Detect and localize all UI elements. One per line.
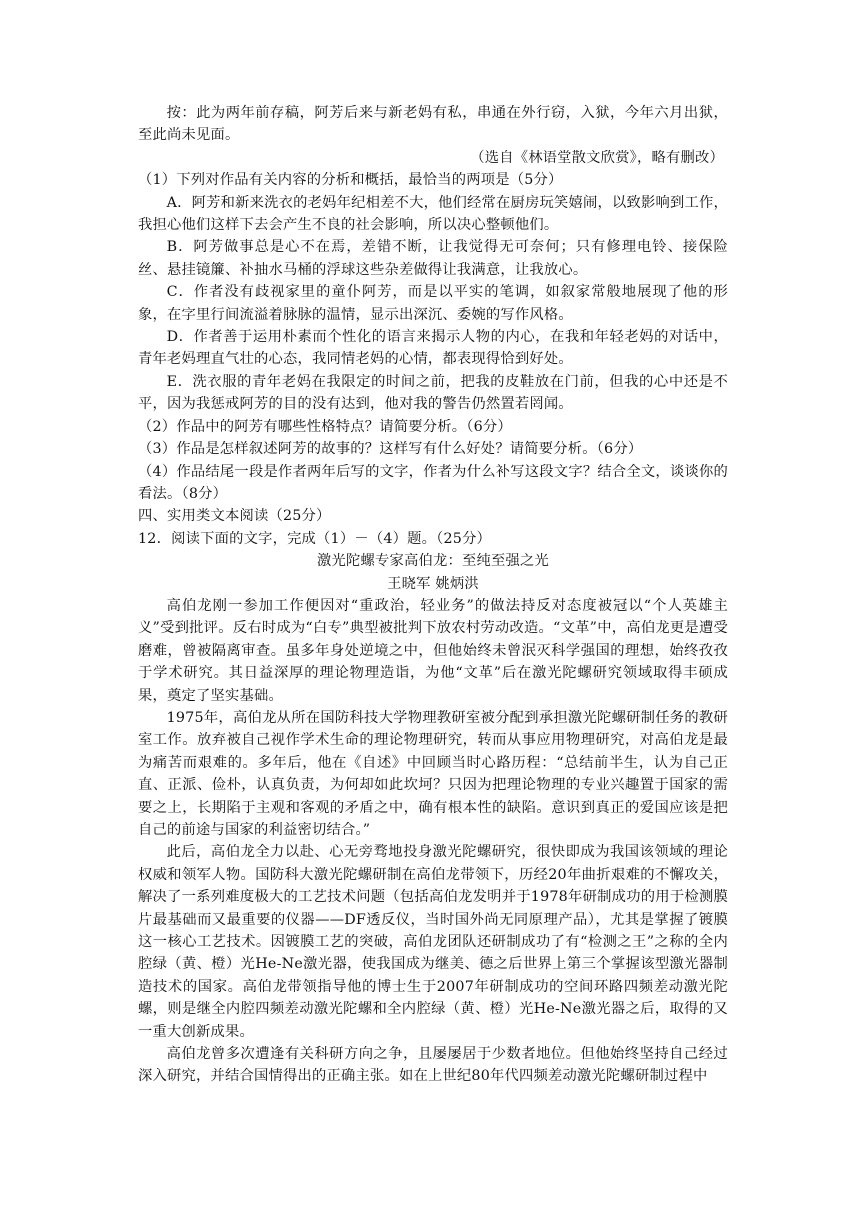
section-heading: 四、实用类文本阅读（25分） <box>138 508 331 525</box>
option-b: B．阿芳做事总是心不在焉，差错不断，让我觉得无可奈何；只有修理电铃、接保险丝、悬挂镜簾、补抽水马桶的浮球这些杂差做得让我满意，让我放心。 <box>138 239 728 278</box>
option-c: C．作者没有歧视家里的童仆阿芳，而是以平实的笔调，如叙家常般地展现了他的形象，在字里行间流溢着脉脉的温情，显示出深沉、委婉的写作风格。 <box>138 284 728 323</box>
article-paragraph: 此后，高伯龙全力以赴、心无旁骛地投身激光陀螺研究，很快即成为我国该领域的理论权威和领军人物。国防科大激光陀螺研制在高伯龙带领下，历经20年曲折艰难的不懈攻关，解决了一系列难度极大的工艺技术问题（包括高伯龙发明并于1978年研制成功的用于检测膜片最基础而又最重要的仪器——DF透反仪，当时国外尚无同原理产品），尤其是掌握了镀膜这一核心工艺技术。因镀膜工艺的突破，高伯龙团队还研制成功了有“检测之王”之称的全内腔绿（黄、橙）光He-Ne激光器，使我国成为继美、德之后世界上第三个掌握该型激光器制造技术的国家。高伯龙带领指导他的博士生于2007年研制成功的空间环路四频差动激光陀螺，则是继全内腔四频差动激光陀螺和全内腔绿（黄、橙）光He-Ne激光器之后，取得的又一重大创新成果。 <box>138 844 728 1040</box>
question-3: （3）作品是怎样叙述阿芳的故事的？这样写有什么好处？请简要分析。（6分） <box>138 441 643 458</box>
source-citation: （选自《林语堂散文欣赏》，略有删改） <box>470 149 724 166</box>
editor-note: 按：此为两年前存稿，阿芳后来与新老妈有私，串通在外行窃，入狱，今年六月出狱，至此尚未见面。 <box>138 105 728 144</box>
article-title: 激光陀螺专家高伯龙：至纯至强之光 <box>317 553 549 570</box>
option-e: E．洗衣服的青年老妈在我限定的时间之前，把我的皮鞋放在门前，但我的心中还是不平，因为我惩戒阿芳的目的没有达到，他对我的警告仍然置若罔闻。 <box>138 373 728 413</box>
question-2: （2）作品中的阿芳有哪些性格特点？请简要分析。（6分） <box>138 418 512 435</box>
article-paragraph: 高伯龙曾多次遭逢有关科研方向之争，且屡屡居于少数者地位。但他始终坚持自己经过深入研究，并结合国情得出的正确主张。如在上世纪80年代四频差动激光陀螺研制过程中 <box>138 1046 728 1085</box>
option-a: A．阿芳和新来洗衣的老妈年纪相差不大，他们经常在厨房玩笑嬉闹，以致影响到工作，我担心他们这样下去会产生不良的社会影响，所以决心整顿他们。 <box>138 194 728 234</box>
article-authors: 王晓军 姚炳洪 <box>387 575 479 592</box>
document-page <box>138 102 728 1088</box>
question-12: 12．阅读下面的文字，完成（1）－（4）题。（25分） <box>138 530 492 547</box>
question-4: （4）作品结尾一段是作者两年后写的文字，作者为什么补写这段文字？结合全文，谈谈你的看法。（8分） <box>138 463 728 502</box>
question-1-stem: （1）下列对作品有关内容的分析和概括，最恰当的两项是（5分） <box>138 172 563 189</box>
option-d: D．作者善于运用朴素而个性化的语言来揭示人物的内心，在我和年轻老妈的对话中，青年老妈理直气壮的心态，我同情老妈的心情，都表现得恰到好处。 <box>138 329 728 368</box>
article-paragraph: 1975年，高伯龙从所在国防科技大学物理教研室被分配到承担激光陀螺研制任务的教研室工作。放弃被自己视作学术生命的理论物理研究，转而从事应用物理研究，对高伯龙是最为痛苦而艰难的。多年后，他在《自述》中回顾当时心路历程：“总结前半生，认为自己正直、正派、俭朴，认真负责，为何却如此坎坷？只因为把理论物理的专业兴趣置于国家的需要之上，长期陷于主观和客观的矛盾之中，确有根本性的缺陷。意识到真正的爱国应该是把自己的前途与国家的利益密切结合。” <box>138 709 728 838</box>
article-paragraph: 高伯龙刚一参加工作便因对“重政治，轻业务”的做法持反对态度被冠以“个人英雄主义”受到批评。反右时成为“白专”典型被批判下放农村劳动改造。“文革”中，高伯龙更是遭受磨难，曾被隔离审查。虽多年身处逆境之中，但他始终未曾泯灭科学强国的理想，始终孜孜于学术研究。其日益深厚的理论物理造诣，为他“文革”后在激光陀螺研究领域取得丰硕成果，奠定了坚实基础。 <box>138 597 728 704</box>
